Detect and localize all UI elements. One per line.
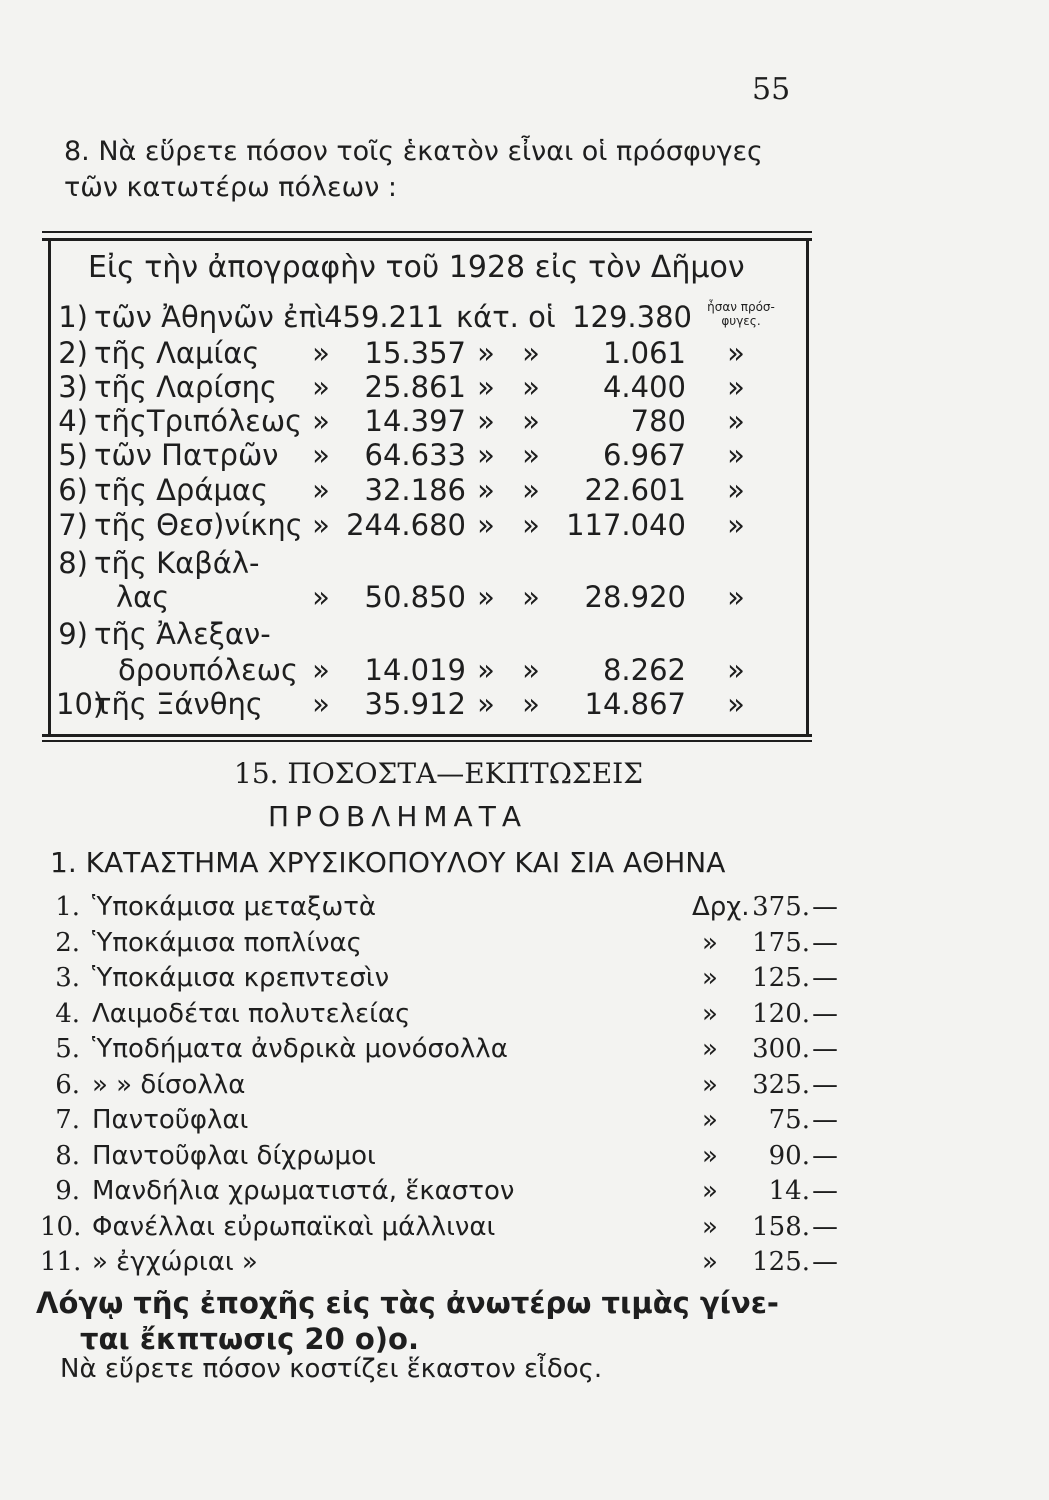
city-name: τῆς Ξάνθης [94,687,263,721]
population: 14.019 [364,653,466,687]
refugees-count: 4.400 [602,370,686,404]
price-dash: — [812,927,838,958]
item-name: Ὑποδήματα ἀνδρικὰ μονόσολλα [92,1034,508,1064]
currency-label: Δρχ. [692,892,750,922]
ditto-mark: » [702,1176,718,1206]
ditto-mark: » [702,1034,718,1064]
item-price: 90. [768,1140,810,1171]
ditto-mark: » [727,687,745,721]
item-number: 4. [55,998,80,1029]
ditto-mark: » [477,580,495,614]
ditto-mark: » [727,370,745,404]
ditto-mark: » [702,1247,718,1277]
ditto-mark: » [702,927,718,958]
item-price: 300. [752,1034,810,1064]
row-number: 7) [58,508,88,542]
item-name: Μανδήλια χρωματιστά, ἕκαστον [92,1176,515,1206]
table-rule-bottom-inner [42,734,812,737]
ditto-mark: » [312,580,330,614]
item-price: 375. [752,892,810,922]
ditto-mark: » [727,404,745,438]
item-name: Ὑποκάμισα ποπλίνας [92,927,362,958]
ditto-mark: » [727,653,745,687]
ditto-mark: » [477,438,495,472]
row-number: 3) [58,370,88,404]
row-number: 1) [58,300,88,334]
population: 459.211 [324,300,444,334]
ditto-mark: » [727,336,745,370]
item-number: 5. [55,1034,80,1064]
row-number: 9) [58,617,88,651]
item-name: Ὑποκάμισα μεταξωτὰ [92,892,377,922]
item-number: 1. [55,892,80,922]
ditto-mark: » [727,438,745,472]
item-name: » ἐγχώριαι » [92,1247,258,1277]
item-number: 7. [55,1105,80,1135]
city-name-continued: λας [116,580,170,614]
intro-line-2: τῶν κατωτέρω πόλεων : [64,172,398,203]
row-number: 2) [58,336,88,370]
city-name: τῆς Καβάλ- [94,546,260,580]
ditto-mark: » [312,370,330,404]
item-name: Ὑποκάμισα κρεπντεσὶν [92,963,390,993]
ditto-mark: » [312,473,330,507]
ditto-mark: » [477,687,495,721]
ditto-mark: » [522,336,540,370]
item-price: 14. [768,1176,810,1206]
refugees-count: 28.920 [584,580,686,614]
ditto-mark: » [522,508,540,542]
city-name: τῆς Λαρίσης [94,370,278,404]
ditto-mark: » [312,404,330,438]
note-line-1: ἦσαν πρόσ- [707,300,775,314]
ditto-mark: » [312,508,330,542]
ditto-mark: » [477,473,495,507]
ditto-mark: » [312,336,330,370]
note-line-2: φυγες. [721,314,761,328]
ditto-mark: » [312,687,330,721]
kat-abbrev: κάτ. οἱ [456,300,556,334]
item-number: 3. [55,963,80,993]
price-dash: — [812,1034,838,1064]
page-number: 55 [752,72,791,107]
item-number: 6. [55,1069,80,1100]
item-price: 175. [752,927,810,958]
ditto-mark: » [477,653,495,687]
ditto-mark: » [477,336,495,370]
ditto-mark: » [522,438,540,472]
ditto-mark: » [522,687,540,721]
ditto-mark: » [702,1211,718,1242]
store-heading: 1. ΚΑΤΑΣΤΗΜΑ ΧΡΥΣΙΚΟΠΟΥΛΟΥ ΚΑΙ ΣΙΑ ΑΘΗΝΑ [50,846,726,879]
refugees-count: 117.040 [566,508,686,542]
refugees-count: 129.380 [572,300,692,334]
item-price: 120. [752,998,810,1029]
discount-line-2: ται ἔκπτωσις 20 ο)ο. [80,1322,419,1356]
item-name: » » δίσολλα [92,1069,246,1100]
population: 35.912 [364,687,466,721]
ditto-mark: » [522,473,540,507]
item-number: 2. [55,927,80,958]
item-number: 8. [55,1140,80,1171]
item-name: Παντοῦφλαι [92,1105,249,1135]
ditto-mark: » [702,1105,718,1135]
item-number: 10. [40,1211,82,1242]
item-name: Λαιμοδέται πολυτελείας [92,998,411,1029]
ditto-mark: » [522,370,540,404]
table-rule-top-inner [42,238,812,241]
ditto-mark: » [702,998,718,1029]
price-dash: — [812,892,838,922]
row-number: 5) [58,438,88,472]
price-dash: — [812,1176,838,1206]
city-name: τῆς Ἀλεξαν- [94,617,271,651]
ditto-mark: » [727,508,745,542]
ditto-mark: » [727,473,745,507]
intro-line-1: 8. Νὰ εὕρετε πόσον τοῖς ἑκατὸν εἶναι οἱ πρόσφυγες [64,136,763,167]
refugees-count: 8.262 [602,653,686,687]
city-name: τῶν Ἀθηνῶν ἐπὶ [94,300,326,334]
ditto-mark: » [477,404,495,438]
item-number: 9. [55,1176,80,1206]
city-name: τῆςΤριπόλεως [94,404,303,438]
section-heading: 15. ΠΟΣΟΣΤΑ—ΕΚΠΤΩΣΕΙΣ [234,757,644,790]
city-name: τῆς Δράμας [94,473,269,507]
refugees-count: 780 [630,404,686,438]
population: 50.850 [364,580,466,614]
row-number: 10) [56,687,105,721]
population: 25.861 [364,370,466,404]
refugees-count: 6.967 [602,438,686,472]
item-price: 125. [752,1247,810,1277]
question-line: Νὰ εὕρετε πόσον κοστίζει ἕκαστον εἶδος. [60,1354,603,1384]
price-dash: — [812,998,838,1029]
ditto-mark: » [702,963,718,993]
ditto-mark: » [522,404,540,438]
table-rule-bottom-outer [42,740,812,742]
population: 14.397 [364,404,466,438]
row-number: 8) [58,546,88,580]
discount-line-1: Λόγῳ τῆς ἐποχῆς εἰς τὰς ἀνωτέρω τιμὰς γίνε- [36,1286,779,1320]
item-name: Φανέλλαι εὐρωπαϊκαὶ μάλλιναι [92,1211,496,1242]
item-name: Παντοῦφλαι δίχρωμοι [92,1140,376,1171]
ditto-mark: » [477,508,495,542]
census-table-title: Εἰς τὴν ἀπογραφὴν τοῦ 1928 εἰς τὸν Δῆμον [88,250,745,285]
price-dash: — [812,1069,838,1100]
problems-heading: ΠΡΟΒΛΗΜΑΤΑ [268,800,527,833]
exercise-intro [64,134,824,206]
ditto-mark: » [477,370,495,404]
price-dash: — [812,963,838,993]
item-price: 325. [752,1069,810,1100]
ditto-mark: » [522,653,540,687]
item-number: 11. [40,1247,82,1277]
refugees-count: 22.601 [584,473,686,507]
ditto-mark: » [727,580,745,614]
city-name: τῶν Πατρῶν [94,438,279,472]
ditto-mark: » [522,580,540,614]
city-name: τῆς Θεσ)νίκης [94,508,303,542]
price-dash: — [812,1105,838,1135]
price-dash: — [812,1247,838,1277]
refugees-count: 1.061 [602,336,686,370]
ditto-mark: » [312,438,330,472]
population: 32.186 [364,473,466,507]
city-name: τῆς Λαμίας [94,336,260,370]
table-rule-right [806,238,809,737]
row-number: 6) [58,473,88,507]
item-price: 125. [752,963,810,993]
price-dash: — [812,1211,838,1242]
refugees-note [706,300,776,328]
ditto-mark: » [312,653,330,687]
item-price: 75. [768,1105,810,1135]
population: 64.633 [364,438,466,472]
price-dash: — [812,1140,838,1171]
ditto-mark: » [702,1140,718,1171]
table-rule-left [48,238,51,737]
ditto-mark: » [702,1069,718,1100]
population: 15.357 [364,336,466,370]
population: 244.680 [346,508,466,542]
row-number: 4) [58,404,88,438]
refugees-count: 14.867 [584,687,686,721]
item-price: 158. [752,1211,810,1242]
table-rule-top-outer [42,231,812,233]
city-name-continued: δρουπόλεως [118,653,299,687]
